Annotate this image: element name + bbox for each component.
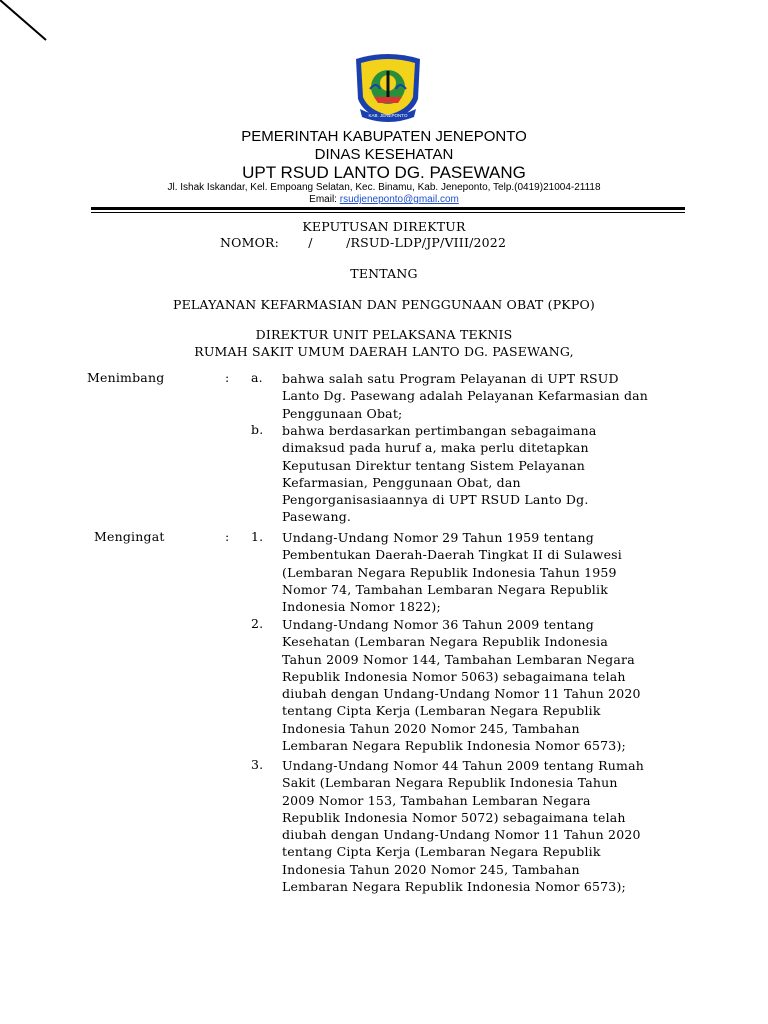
text-line: diubah dengan Undang-Undang Nomor 11 Tahun 2020 [282,827,641,843]
text-line: Sakit (Lembaran Negara Republik Indonesia Tahun [282,775,618,791]
text-line: Penggunaan Obat; [282,405,403,421]
text-line: dimaksud pada huruf a, maka perlu ditetapkan [282,440,589,456]
mengingat-item-1 [282,529,696,615]
mengingat-label: Mengingat [94,529,165,544]
letterhead-rule-thick [91,207,685,210]
kop-dinas: DINAS KESEHATAN [314,146,454,163]
text-line: diubah dengan Undang-Undang Nomor 11 Tahun 2020 [282,686,641,702]
text-line: Undang-Undang Nomor 36 Tahun 2009 tentang [282,617,594,632]
menimbang-item-b [282,422,696,526]
corner-line [0,0,60,50]
director-title-2: RUMAH SAKIT UMUM DAERAH LANTO DG. PASEWANG, [194,344,574,359]
text-line: Lembaran Negara Republik Indonesia Nomor 6573); [282,738,626,754]
text-line: Keputusan Direktur tentang Sistem Pelayanan [282,457,585,473]
text-line: bahwa berdasarkan pertimbangan sebagaimana [282,423,597,438]
mengingat-item-1-num: 1. [251,529,264,544]
text-line: Republik Indonesia Nomor 5063) sebagaimana telah [282,668,626,684]
menimbang-item-b-num: b. [251,422,264,437]
text-line: Pasewang. [282,509,352,525]
text-line: (Lembaran Negara Republik Indonesia Tahun 1959 [282,564,617,580]
kop-instansi: UPT RSUD LANTO DG. PASEWANG [242,163,526,182]
text-line: Undang-Undang Nomor 29 Tahun 1959 tentang [282,530,594,545]
decree-title: KEPUTUSAN DIREKTUR [302,219,466,234]
text-line: Indonesia Nomor 1822); [282,599,441,615]
mengingat-item-3-num: 3. [251,757,264,772]
mengingat-item-3 [282,757,696,895]
text-line: Nomor 74, Tambahan Lembaran Negara Republik [282,581,608,597]
email-label: Email: [309,194,337,205]
email-link[interactable]: rsudjeneponto@gmail.com [339,194,459,205]
decree-number: NOMOR: / /RSUD-LDP/JP/VIII/2022 [220,235,507,250]
mengingat-item-2-num: 2. [251,616,264,631]
kop-pemerintah: PEMERINTAH KABUPATEN JENEPONTO [241,128,527,145]
menimbang-colon: : [225,370,230,385]
text-line: tentang Cipta Kerja (Lembaran Negara Republik [282,844,601,860]
text-line: Pengorganisasiaannya di UPT RSUD Lanto Dg. [282,492,589,508]
tentang-heading: TENTANG [350,266,418,281]
text-line: Indonesia Tahun 2020 Nomor 245, Tambahan [282,720,580,736]
text-line: Pembentukan Daerah-Daerah Tingkat II di Sulawesi [282,547,622,563]
text-line: 2009 Nomor 153, Tambahan Lembaran Negara [282,792,591,808]
text-line: Kesehatan (Lembaran Negara Republik Indonesia [282,634,608,650]
menimbang-item-a-num: a. [251,370,263,385]
text-line: Undang-Undang Nomor 44 Tahun 2009 tentang Rumah [282,758,644,773]
emblem-caption: KAB. JENEPONTO [368,113,408,118]
kop-email [0,194,768,205]
text-line: tentang Cipta Kerja (Lembaran Negara Republik [282,703,601,719]
text-line: Kefarmasian, Penggunaan Obat, dan [282,474,521,490]
kabupaten-emblem-logo [352,53,424,123]
text-line: Lembaran Negara Republik Indonesia Nomor 6573); [282,879,626,895]
menimbang-item-a [282,370,696,422]
menimbang-label: Menimbang [87,370,165,385]
mengingat-colon: : [225,529,230,544]
text-line: Republik Indonesia Nomor 5072) sebagaimana telah [282,809,626,825]
decree-subject: PELAYANAN KEFARMASIAN DAN PENGGUNAAN OBAT (PKPO) [173,297,595,312]
director-title-1: DIREKTUR UNIT PELAKSANA TEKNIS [255,327,513,342]
text-line: Lanto Dg. Pasewang adalah Pelayanan Kefarmasian dan [282,388,649,404]
letterhead-rule-thin [91,212,685,213]
mengingat-item-2 [282,616,696,754]
text-line: bahwa salah satu Program Pelayanan di UPT RSUD [282,371,619,386]
text-line: Tahun 2009 Nomor 144, Tambahan Lembaran Negara [282,651,635,667]
text-line: Indonesia Tahun 2020 Nomor 245, Tambahan [282,861,580,877]
kop-address: Jl. Ishak Iskandar, Kel. Empoang Selatan, Kec. Binamu, Kab. Jeneponto, Telp.(0419)21004-21118 [167,182,601,193]
